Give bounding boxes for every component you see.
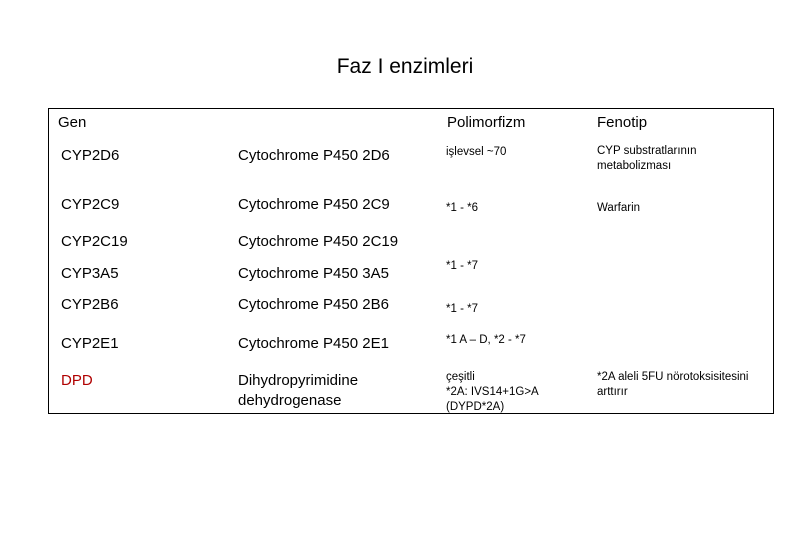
name-cyp3a5: Cytochrome P450 3A5 [238, 265, 389, 282]
name-dpd-line2: dehydrogenase [238, 392, 342, 409]
name-cyp2e1: Cytochrome P450 2E1 [238, 335, 389, 352]
phenotype-cyp2d6-line2: metabolizması [597, 160, 672, 172]
header-phenotype: Fenotip [597, 114, 648, 131]
polymorphism-dpd-line3: (DYPD*2A) [446, 401, 505, 413]
header-gene: Gen [58, 114, 87, 131]
name-cyp2c19: Cytochrome P450 2C19 [238, 233, 399, 250]
name-dpd-line1: Dihydropyrimidine [238, 372, 359, 389]
polymorphism-cyp2d6: işlevsel ~70 [446, 146, 507, 158]
gene-cyp3a5: CYP3A5 [61, 265, 119, 282]
enzyme-table [48, 108, 774, 414]
gene-cyp2b6: CYP2B6 [61, 296, 119, 313]
gene-cyp2c9: CYP2C9 [61, 196, 120, 213]
gene-cyp2e1: CYP2E1 [61, 335, 119, 352]
gene-cyp2d6: CYP2D6 [61, 147, 120, 164]
phenotype-cyp2c9: Warfarin [597, 202, 641, 214]
polymorphism-cyp2e1: *1 A – D, *2 - *7 [446, 334, 526, 346]
phenotype-dpd-line2: arttırır [597, 386, 628, 398]
name-cyp2d6: Cytochrome P450 2D6 [238, 147, 390, 164]
name-cyp2c9: Cytochrome P450 2C9 [238, 196, 390, 213]
slide-title: Faz I enzimleri [336, 55, 474, 78]
polymorphism-cyp2c9: *1 - *6 [446, 202, 478, 214]
gene-cyp2c19: CYP2C19 [61, 233, 128, 250]
polymorphism-cyp3a5: *1 - *7 [446, 260, 478, 272]
header-polymorphism: Polimorfizm [447, 114, 526, 131]
polymorphism-dpd-line2: *2A: IVS14+1G>A [446, 386, 539, 398]
phenotype-dpd-line1: *2A aleli 5FU nörotoksisitesini [597, 371, 749, 383]
polymorphism-cyp2b6: *1 - *7 [446, 303, 478, 315]
gene-dpd: DPD [61, 372, 93, 389]
phenotype-cyp2d6-line1: CYP substratlarının [597, 145, 697, 157]
name-cyp2b6: Cytochrome P450 2B6 [238, 296, 389, 313]
polymorphism-dpd-line1: çeşitli [446, 371, 475, 383]
